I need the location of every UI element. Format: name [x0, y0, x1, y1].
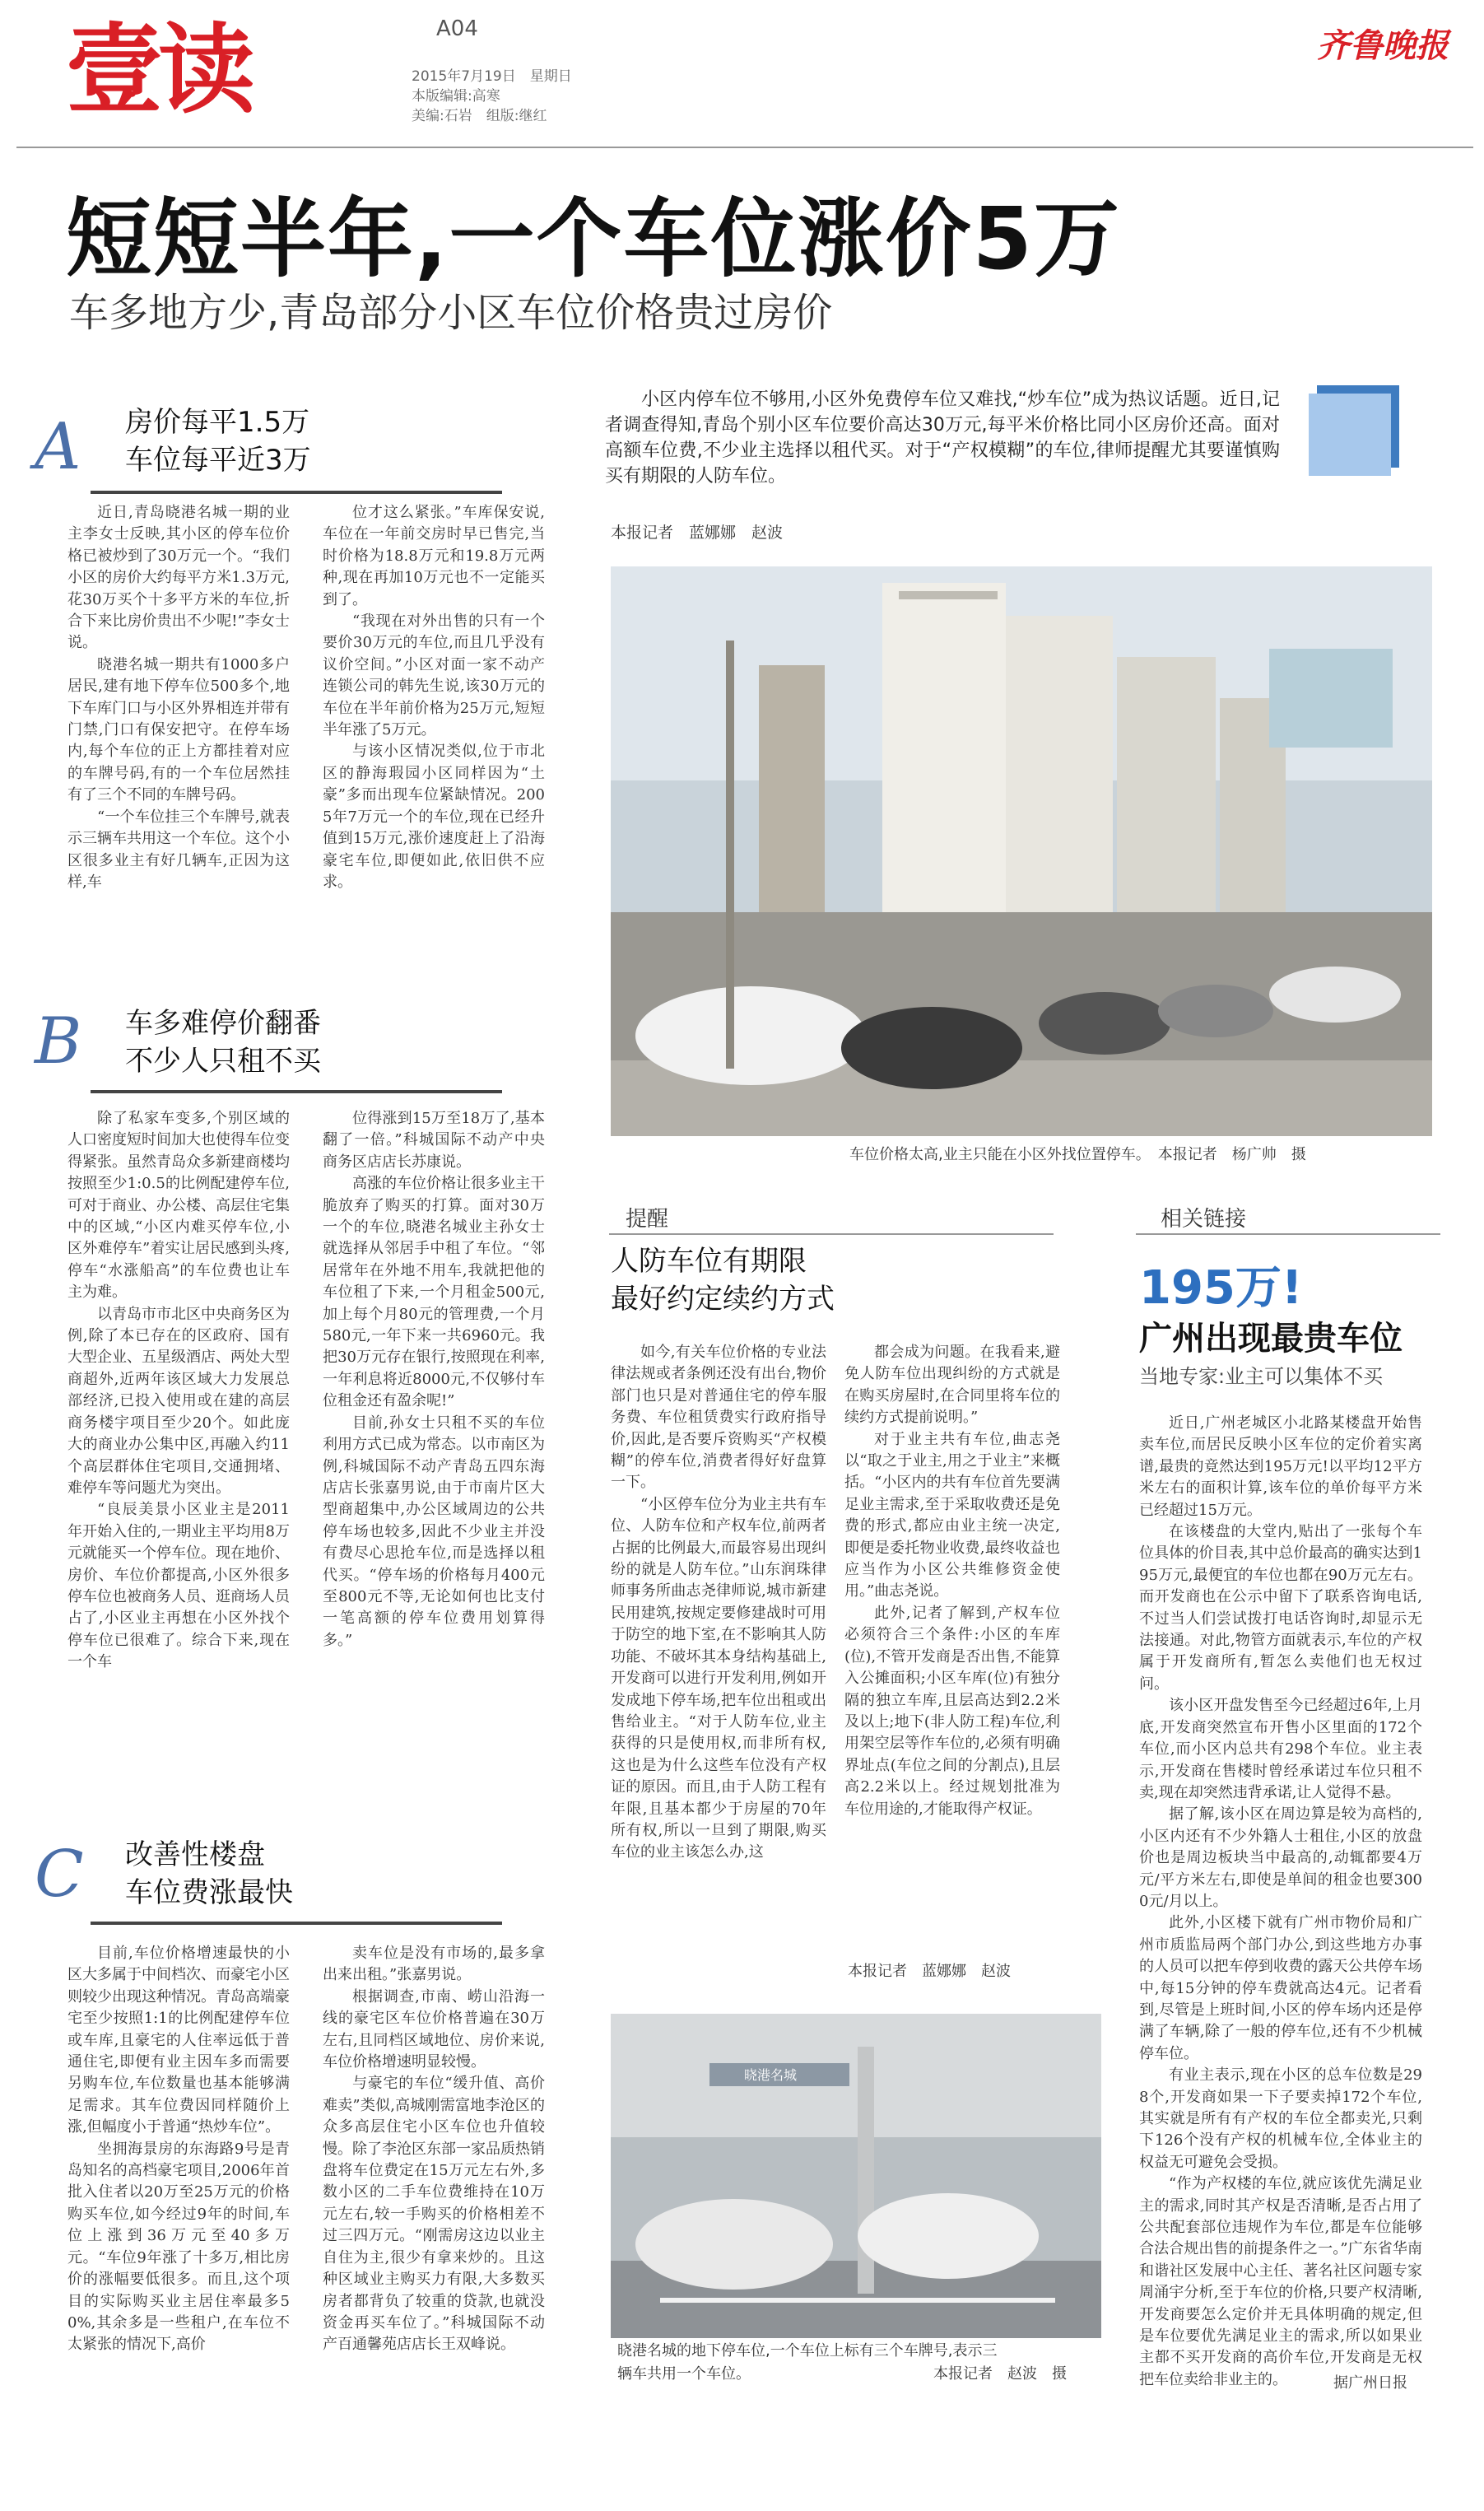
paragraph: 高涨的车位价格让很多业主干脆放弃了购买的打算。面对30万一个的车位,晓港名城业主孙女士就选择从邻居手中租了车位。“邻居常年在外地不用车,我就把他的车位租了下来,一个月租金500元,加上每个月80元的管理费,一个月580元,一年下来一共6960元。我把30万元存在银行,按照现在利率,一年利息将近8000元,不仅够付车位租金还有盈余呢!”: [323, 1175, 545, 1410]
section-a-letter: A: [35, 410, 81, 484]
paragraph: 位才这么紧张。”车库保安说,车位在一年前交房时早已售完,当时价格为18.8万元和19.8万元两种,现在再加10万元也不一定能买到了。: [323, 504, 545, 608]
main-headline: 短短半年,一个车位涨价5万: [66, 189, 1121, 289]
paragraph: 目前,车位价格增速最快的小区大多属于中间档次、而豪宅小区则较少出现这种情况。青岛高端豪宅至少按照1:1的比例配建停车位或车库,且豪宅的人住率远低于普通住宅,即便有业主因车多而需要另购车位,车位数量也基本能够满足需求。其车位费因同样随价上涨,但幅度小于普通“热炒车位”。: [67, 1945, 290, 2136]
tip-col2: [844, 1342, 1060, 1820]
related-source: 据广州日报: [1333, 2374, 1407, 2392]
photo2-caption-1: 晓港名城的地下停车位,一个车位上标有三个车牌号,表示三: [617, 2342, 998, 2360]
paragraph: 此外,记者了解到,产权车位必须符合三个条件:小区的车库(位),不管开发商是否出售,不能算入公摊面积;小区车库(位)有独分隔的独立车库,且层高达到2.2米及以上;地下(非人防工程)车位,利用架空层等作车位的,必须有明确界址点(车位之间的分割点),且层高2.2米以上。经过规划批准为车位用途的,才能取得产权证。: [844, 1604, 1060, 1818]
paragraph: 该小区开盘发售至今已经超过6年,上月底,开发商突然宣布开售小区里面的172个车位,而小区内总共有298个车位。业主表示,开发商在售楼时曾经承诺过车位只租不卖,现在却突然违背承诺,让人觉得不悬。: [1139, 1697, 1422, 1801]
intro-byline: 本报记者 蓝娜娜 赵波: [611, 524, 784, 542]
paragraph: “一个车位挂三个车牌号,就表示三辆车共用这一个车位。这个小区很多业主有好几辆车,正因为这样,车: [67, 808, 290, 891]
paragraph: 目前,孙女士只租不买的车位利用方式已成为常态。以市南区为例,科城国际不动产青岛五四东海店店长张嘉男说,由于市南片区大型商超集中,办公区域周边的公共停车场也较多,因此不少业主并没有费尽心思抢车位,而是选择以租代买。“停车场的价格每月400元至800元不等,无论如何也比支付一笔高额的停车位费用划算得多。”: [323, 1414, 545, 1649]
paragraph: 近日,青岛晓港名城一期的业主李女士反映,其小区的停车位价格已被炒到了30万元一个。“我们小区的房价大约每平方米1.3万元,花30万买个十多平方米的车位,折合下来比房价贵出不少呢!”李女士说。: [67, 504, 290, 652]
design-credit: 美编:石岩 组版:继红: [412, 108, 547, 124]
header-divider: [16, 147, 1473, 148]
paragraph: 卖车位是没有市场的,最多拿出来出租。”张嘉男说。: [323, 1945, 545, 1984]
editor-credit: 本版编辑:高寒: [412, 88, 500, 105]
paragraph: 晓港名城一期共有1000多户居民,建有地下停车位500多个,地下车库门口与小区外界相连并带有门禁,门口有保安把守。在停车场内,每个车位的正上方都挂着对应的车牌号码,有的一个车位居然挂有了三个不同的车牌号码。: [67, 655, 290, 804]
paragraph: 与该小区情况类似,位于市北区的静海瑕园小区同样因为“土豪”多而出现车位紧缺情况。2005年7万元一个的车位,现在已经升值到15万元,涨价速度赶上了沿海豪宅车位,即便如此,依旧供不应求。: [323, 743, 545, 891]
paragraph: 都会成为问题。在我看来,避免人防车位出现纠纷的方式就是在购买房屋时,在合同里将车位的续约方式提前说明。”: [844, 1344, 1060, 1427]
section-b-title-2: 不少人只租不买: [125, 1045, 321, 1078]
section-b-title-1: 车多难停价翻番: [125, 1007, 321, 1040]
tip-tag: 提醒: [626, 1207, 669, 1232]
issue-date: 2015年7月19日 星期日: [412, 68, 572, 85]
photo1-caption: 车位价格太高,业主只能在小区外找位置停车。 本报记者 杨广帅 摄: [849, 1146, 1306, 1163]
sub-headline: 车多地方少,青岛部分小区车位价格贵过房价: [69, 290, 833, 336]
section-c-title-2: 车位费涨最快: [125, 1876, 293, 1909]
paper-logo: 齐鲁晚报: [1317, 26, 1449, 65]
related-title: 广州出现最贵车位: [1139, 1320, 1403, 1358]
section-c-bar: [91, 1922, 502, 1925]
street-parking-photo: [611, 566, 1432, 1136]
section-b-letter: B: [35, 1004, 82, 1078]
paragraph: 位得涨到15万至18万了,基本翻了一倍。”科城国际不动产中央商务区店店长苏康说。: [323, 1110, 545, 1171]
photo2-caption-2: 辆车共用一个车位。: [617, 2365, 751, 2383]
paragraph: 此外,小区楼下就有广州市物价局和广州市质监局两个部门办公,到这些地方办事的人员可以把车停到收费的露天公共停车场中,每15分钟的停车费就高达4元。记者看到,尽管是上班时间,小区的停车场内还是停满了车辆,除了一般的停车位,还有不少机械停车位。: [1139, 1914, 1422, 2062]
parking-sign-text: 晓港名城: [744, 2067, 798, 2083]
paragraph: 与豪宅的车位“缓升值、高价难卖”类似,高城刚需富地李沧区的众多高层住宅小区车位也升值较慢。除了李沧区东部一家品质热销盘将车位费定在15万元左右外,多数小区的二手车位费维持在10万元左右,较一手购买的价格相差不过三四万元。“刚需房这边以业主自住为主,很少有拿来炒的。且这种区域业主购买力有限,大多数买房者都背负了较重的贷款,也就没资金再买车位了。”科城国际不动产百通馨苑店店长王双峰说。: [323, 2075, 545, 2354]
paragraph: “良辰美景小区业主是2011年开始入住的,一期业主平均用8万元就能买一个停车位。现在地价、房价、车位价都提高,小区外很多停车位也被商务人员、逛商场人员占了,小区业主再想在小区外找个停车位已很难了。综合下来,现在一个车: [67, 1501, 290, 1671]
section-c-letter: C: [35, 1838, 84, 1912]
paragraph: “小区停车位分为业主共有车位、人防车位和产权车位,前两者占据的比例最大,而最容易出现纠纷的就是人防车位。”山东润珠律师事务所曲志尧律师说,城市新建民用建筑,按规定要修建战时可用于防空的地下室,在不影响其人防功能、不破坏其本身结构基础上,开发商可以进行开发利用,例如开发成地下停车场,把车位出租或出售给业主。“对于人防车位,业主获得的只是使用权,而非所有权,这也是为什么这些车位没有产权证的原因。而且,由于人防工程有年限,且基本都少于房屋的70年所有权,所以一旦到了期限,购买车位的业主该怎么办,这: [611, 1495, 826, 1861]
brand-title: 壹读: [66, 13, 251, 127]
paragraph: 坐拥海景房的东海路9号是青岛知名的高档豪宅项目,2006年首批入住者以20万至25万元的价格购买车位,如今经过9年的时间,车位上涨到36万元至40多万元。“车位9年涨了十多万,相比房价的涨幅要低很多。而且,这个项目的实际购买业主居住率最多50%,其余多是一些租户,在车位不太紧张的情况下,高价: [67, 2140, 290, 2354]
intro-text: 小区内停车位不够用,小区外免费停车位又难找,“炒车位”成为热议话题。近日,记者调查得知,青岛个别小区车位要价高达30万元,每平米价格比同小区房价还高。面对高额车位费,不少业主选择以租代买。对于“产权模糊”的车位,律师提醒尤其要谨慎购买有期限的人防车位。: [605, 389, 1280, 487]
section-a-bar: [91, 491, 502, 494]
section-a-col2: [323, 502, 545, 893]
paragraph: 据了解,该小区在周边算是较为高档的,小区内还有不少外籍人士租住,小区的放盘价也是周边板块当中最高的,动辄都要4万元/平方米左右,即使是单间的租金也要3000元/月以上。: [1139, 1805, 1422, 1910]
section-a-title-2: 车位每平近3万: [125, 444, 311, 477]
tip-bar: [609, 1233, 1054, 1235]
section-c-title-1: 改善性楼盘: [125, 1838, 265, 1871]
related-big-number: 195万!: [1139, 1261, 1303, 1315]
tip-title-2: 最好约定续约方式: [611, 1283, 835, 1316]
paragraph: 对于业主共有车位,曲志尧以“取之于业主,用之于业主”来概括。“小区内的共有车位首先要满足业主需求,至于采取收费还是免费的形式,都应由业主统一决定,即便是委托物业收费,最终收益也应当作为小区公共维修资金使用。”曲志尧说。: [844, 1430, 1060, 1600]
paragraph: 近日,广州老城区小北路某楼盘开始售卖车位,而居民反映小区车位的定价着实离谱,最贵的竟然达到195万元!以平均12平方米左右的面积计算,该车位的单价每平方米已经超过15万元。: [1139, 1414, 1422, 1519]
section-c-col1: [67, 1943, 290, 2356]
tip-col1: [611, 1342, 826, 1864]
paragraph: 有业主表示,现在小区的总车位数是298个,开发商如果一下子要卖掉172个车位,其实就是所有有产权的车位全都卖光,只剩下126个没有产权的机械车位,全体业主的权益无可避免会受损。: [1139, 2066, 1422, 2171]
decor-square-light: [1309, 394, 1391, 476]
underground-parking-photo: [611, 2014, 1101, 2338]
street-parking-illustration: [611, 566, 1432, 1136]
paragraph: “我现在对外出售的只有一个要价30万元的车位,而且几乎没有议价空间。”小区对面一家不动产连锁公司的韩先生说,该30万元的车位在半年前价格为25万元,短短半年涨了5万元。: [323, 613, 545, 739]
tip-title-1: 人防车位有期限: [611, 1245, 807, 1278]
section-b-col1: [67, 1108, 290, 1674]
paragraph: 以青岛市市北区中央商务区为例,除了本已存在的区政府、国有大型企业、五星级酒店、两处大型商超外,近两年该区域大力发展总部经济,已投入使用或在建的高层商务楼宇项目至少20个。如此庞大的商业办公集中区,再融入约11个高层群体住宅项目,交通拥堵、难停车等问题尤为突出。: [67, 1305, 290, 1497]
underground-parking-illustration: [611, 2014, 1101, 2338]
section-a-title-1: 房价每平1.5万: [125, 406, 310, 439]
related-tag: 相关链接: [1161, 1207, 1247, 1232]
section-c-col2: [323, 1943, 545, 2356]
page-code: A04: [436, 16, 478, 41]
paragraph: 除了私家车变多,个别区域的人口密度短时间加大也使得车位变得紧张。虽然青岛众多新建商楼均按照至少1:0.5的比例配建停车位,可对于商业、办公楼、高层住宅集中的区域,“小区内难买停车位,小区外难停车”着实让居民感到头疼,停车“水涨船高”的车位费也让车主为难。: [67, 1110, 290, 1302]
related-bar: [1136, 1233, 1440, 1235]
section-a-col1: [67, 502, 290, 893]
paragraph: 如今,有关车位价格的专业法律法规或者条例还没有出台,物价部门也只是对普通住宅的停车服务费、车位租赁费实行政府指导价,因此,是否要斥资购买“产权模糊”的停车位,消费者得好好盘算一下。: [611, 1344, 826, 1492]
section-b-col2: [323, 1108, 545, 1651]
paragraph: “作为产权楼的车位,就应该优先满足业主的需求,同时其产权是否清晰,是否占用了公共配套部位违规作为车位,都是车位能够合法合规出售的前提条件之一。”广东省华南和谐社区发展中心主任、著名社区问题专家周涌宇分析,至于车位的价格,只要产权清晰,开发商要怎么定价并无具体明确的规定,但是车位要优先满足业主的需求,所以如果业主都不买开发商的高价车位,开发商是无权把车位卖给非业主的。: [1139, 2175, 1422, 2388]
paragraph: 在该楼盘的大堂内,贴出了一张每个车位具体的价目表,其中总价最高的确实达到195万元,最便宜的车位也都在90万元左右。而开发商也在公示中留下了联系咨询电话,不过当人们尝试拨打电话咨询时,却显示无法接通。对此,物管方面就表示,车位的产权属于开发商所有,暂怎么卖他们也无权过问。: [1139, 1523, 1422, 1693]
paragraph: 根据调查,市南、崂山沿海一线的豪宅区车位价格普遍在30万左右,且同档区域地位、房价来说,车位价格增速明显较慢。: [323, 1987, 545, 2071]
related-subtitle: 当地专家:业主可以集体不买: [1139, 1365, 1384, 1388]
related-body: [1139, 1413, 1422, 2391]
section-b-bar: [91, 1090, 502, 1093]
photo2-credit: 本报记者 赵波 摄: [933, 2365, 1067, 2383]
tip-byline: 本报记者 蓝娜娜 赵波: [848, 1963, 1011, 1980]
article-intro: [605, 387, 1280, 489]
